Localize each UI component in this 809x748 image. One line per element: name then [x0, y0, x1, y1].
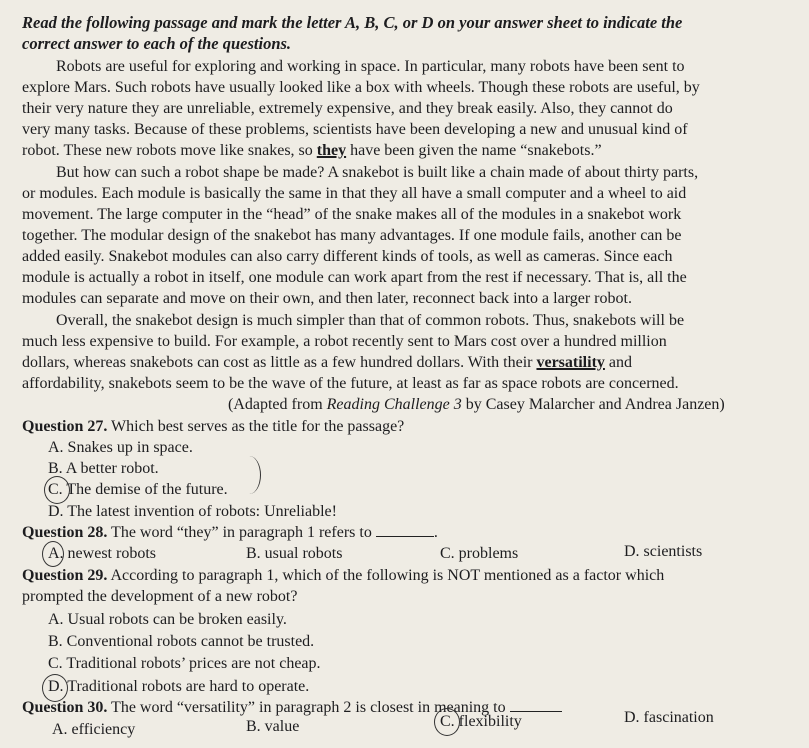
p3-line-3 [22, 353, 795, 373]
p1-line-5-after: have been given the name “snakebots.” [346, 142, 602, 159]
p2-line-6: module is actually a robot in itself, one module can work apart from the rest if necessary. That is, all the [22, 269, 687, 286]
q27-option-b[interactable]: B. A better robot. [48, 460, 159, 477]
q27-text: Which best serves as the title for the passage? [107, 418, 405, 435]
q27-label: Question 27. [22, 418, 108, 435]
source-before: (Adapted from [228, 396, 327, 413]
p3-line-3-before: dollars, whereas snakebots can cost as little as a few hundred dollars. With their [22, 354, 537, 371]
p1-line-5-before: robot. These new robots move like snakes, so [22, 142, 317, 159]
q27-option-a[interactable]: A. Snakes up in space. [48, 439, 193, 456]
q30-blank [510, 698, 562, 712]
q29-option-c[interactable]: C. Traditional robots’ prices are not cheap. [48, 655, 321, 672]
p1-line-5 [22, 141, 795, 161]
pen-mark-arc [238, 456, 261, 494]
keyword-they: they [316, 142, 347, 159]
q29-stem-line-2: prompted the development of a new robot? [22, 588, 298, 605]
q28-option-d[interactable]: D. scientists [624, 543, 703, 560]
q28-blank [376, 523, 434, 537]
p1-line-2: explore Mars. Such robots have usually looked like a box with wheels. Though these robots are useful, by [22, 79, 700, 96]
p1-line-1: Robots are useful for exploring and working in space. In particular, many robots have been sent to [56, 58, 685, 75]
p2-line-7: modules can separate and move on their own, and then later, reconnect back into a larger robot. [22, 290, 632, 307]
source-after: by Casey Malarcher and Andrea Janzen) [461, 396, 725, 413]
q28-option-c[interactable]: C. problems [440, 545, 519, 562]
p2-line-4: together. The modular design of the snakebot has many advantages. If one module fails, another can be [22, 227, 682, 244]
q29-option-d[interactable]: D. Traditional robots are hard to operate. [48, 678, 310, 695]
q28-label: Question 28. [22, 524, 108, 541]
p2-line-1: But how can such a robot shape be made? A snakebot is built like a chain made of about thirty parts, [56, 164, 699, 181]
q28-option-b[interactable]: B. usual robots [246, 545, 343, 562]
instruction-line-2: correct answer to each of the questions. [22, 34, 292, 53]
p2-line-3: movement. The large computer in the “head” of the snake makes all of the modules in a snakebot work [22, 206, 682, 223]
q28-stem [22, 523, 795, 543]
q27-option-c[interactable]: C. The demise of the future. [48, 481, 228, 498]
q29-option-b[interactable]: B. Conventional robots cannot be trusted. [48, 633, 315, 650]
q29-option-a[interactable]: A. Usual robots can be broken easily. [48, 611, 287, 628]
p3-line-2: much less expensive to build. For example, a robot recently sent to Mars cost over a hundred million [22, 333, 667, 350]
p3-line-4: affordability, snakebots seem to be the wave of the future, at least as far as space robots are concerned. [22, 375, 679, 392]
q30-label: Question 30. [22, 699, 108, 716]
q30-option-a[interactable]: A. efficiency [52, 721, 136, 738]
source-citation [228, 395, 795, 415]
q28-end: . [433, 524, 438, 541]
q29-stem-line-1 [22, 566, 795, 586]
q30-option-b[interactable]: B. value [246, 718, 300, 735]
q27-stem [22, 417, 795, 437]
q27-option-d[interactable]: D. The latest invention of robots: Unreliable! [48, 503, 337, 520]
keyword-versatility: versatility [536, 354, 605, 371]
p1-line-3: their very nature they are unreliable, extremely expensive, and they break easily. Also, they cannot do [22, 100, 673, 117]
instruction-line-1: Read the following passage and mark the letter A, B, C, or D on your answer sheet to indicate the [22, 13, 683, 32]
q29-text-1: According to paragraph 1, which of the following is NOT mentioned as a factor which [107, 567, 665, 584]
p3-line-1: Overall, the snakebot design is much simpler than that of common robots. Thus, snakebots will be [56, 312, 685, 329]
q30-option-c[interactable]: C. flexibility [440, 713, 522, 730]
p3-line-3-after: and [604, 354, 632, 371]
q28-option-a[interactable]: A. newest robots [48, 545, 156, 562]
p2-line-5: added easily. Snakebot modules can also carry different kinds of tools, as well as cameras. Since each [22, 248, 673, 265]
source-book-title: Reading Challenge 3 [326, 396, 462, 413]
q30-option-d[interactable]: D. fascination [624, 709, 714, 726]
p1-line-4: very many tasks. Because of these problems, scientists have been developing a new and unusual kind of [22, 121, 688, 138]
q29-label: Question 29. [22, 567, 108, 584]
q30-text: The word “versatility” in paragraph 2 is closest in meaning to [107, 699, 510, 716]
q28-text: The word “they” in paragraph 1 refers to [107, 524, 376, 541]
p2-line-2: or modules. Each module is basically the same in that they all have a small computer and a wheel to aid [22, 185, 687, 202]
